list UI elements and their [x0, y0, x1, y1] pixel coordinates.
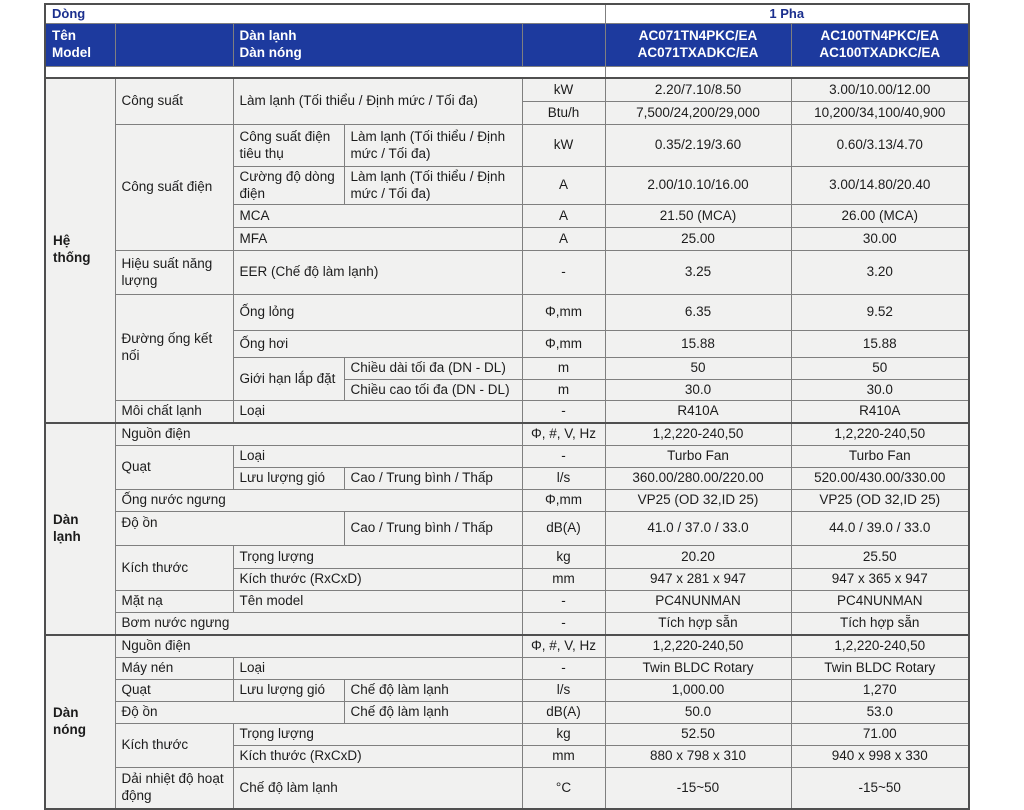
value-cell: Turbo Fan: [605, 446, 791, 468]
spacer-cell: [605, 67, 969, 78]
value-cell: 53.0: [791, 702, 969, 724]
value-cell: 0.60/3.13/4.70: [791, 125, 969, 167]
unit-cell: °C: [522, 768, 605, 809]
model-header-cell: Tên Model: [45, 24, 115, 67]
spec-label-cell: Đường ống kết nối: [115, 295, 233, 401]
spec-label-cell: Quạt: [115, 680, 233, 702]
value-cell: 15.88: [791, 331, 969, 358]
unit-cell: dB(A): [522, 702, 605, 724]
spec-label-cell: Độ ồn: [115, 512, 344, 546]
unit-cell: -: [522, 591, 605, 613]
value-cell: 50.0: [605, 702, 791, 724]
unit-cell: Φ, #, V, Hz: [522, 635, 605, 658]
spec-label-cell: Mặt nạ: [115, 591, 233, 613]
unit-cell: l/s: [522, 468, 605, 490]
value-cell: 880 x 798 x 310: [605, 746, 791, 768]
spec-label-cell: Hiệu suất năng lượng: [115, 251, 233, 295]
spec-label-cell: Chế độ làm lạnh: [233, 768, 522, 809]
spec-label-cell: Loại: [233, 658, 522, 680]
model-header-cell: [522, 24, 605, 67]
unit-cell: -: [522, 613, 605, 635]
value-cell: 30.0: [791, 380, 969, 401]
ac-spec-table: [44, 3, 970, 810]
unit-cell: Φ,mm: [522, 331, 605, 358]
value-cell: 25.00: [605, 228, 791, 251]
spec-table-body: [45, 4, 969, 809]
model-header-cell: [115, 24, 233, 67]
unit-cell: Btu/h: [522, 102, 605, 125]
spec-label-cell: Lưu lượng gió: [233, 468, 344, 490]
spec-label-cell: Trọng lượng: [233, 546, 522, 569]
spec-label-cell: Chiều cao tối đa (DN - DL): [344, 380, 522, 401]
value-cell: 41.0 / 37.0 / 33.0: [605, 512, 791, 546]
value-cell: 9.52: [791, 295, 969, 331]
value-cell: 947 x 365 x 947: [791, 569, 969, 591]
value-cell: R410A: [791, 401, 969, 423]
section-label-cell: Dàn lạnh: [45, 423, 115, 635]
spec-label-cell: Dải nhiệt độ hoạt động: [115, 768, 233, 809]
spec-label-cell: Chế độ làm lạnh: [344, 680, 522, 702]
unit-cell: -: [522, 251, 605, 295]
value-cell: 3.20: [791, 251, 969, 295]
unit-cell: mm: [522, 569, 605, 591]
value-cell: 1,000.00: [605, 680, 791, 702]
value-cell: 3.00/10.00/12.00: [791, 78, 969, 102]
spec-label-cell: MCA: [233, 205, 522, 228]
value-cell: 52.50: [605, 724, 791, 746]
value-cell: 26.00 (MCA): [791, 205, 969, 228]
unit-cell: kg: [522, 724, 605, 746]
value-cell: 20.20: [605, 546, 791, 569]
unit-cell: dB(A): [522, 512, 605, 546]
section-label-cell: Hệ thống: [45, 78, 115, 423]
series-row-label: Dòng: [45, 4, 605, 24]
section-label-cell: Dàn nóng: [45, 635, 115, 809]
value-cell: 1,2,220-240,50: [791, 635, 969, 658]
spec-label-cell: Kích thước (RxCxD): [233, 746, 522, 768]
model-header-cell: AC071TN4PKC/EA AC071TXADKC/EA: [605, 24, 791, 67]
value-cell: 360.00/280.00/220.00: [605, 468, 791, 490]
spec-label-cell: MFA: [233, 228, 522, 251]
spec-label-cell: Nguồn điện: [115, 423, 522, 446]
value-cell: -15~50: [605, 768, 791, 809]
value-cell: 44.0 / 39.0 / 33.0: [791, 512, 969, 546]
value-cell: 520.00/430.00/330.00: [791, 468, 969, 490]
unit-cell: -: [522, 401, 605, 423]
value-cell: 6.35: [605, 295, 791, 331]
value-cell: 0.35/2.19/3.60: [605, 125, 791, 167]
value-cell: R410A: [605, 401, 791, 423]
unit-cell: mm: [522, 746, 605, 768]
model-header-cell: Dàn lạnh Dàn nóng: [233, 24, 522, 67]
value-cell: Twin BLDC Rotary: [791, 658, 969, 680]
value-cell: PC4NUNMAN: [791, 591, 969, 613]
spec-label-cell: Công suất điện: [115, 125, 233, 251]
unit-cell: A: [522, 167, 605, 205]
spec-label-cell: Chiều dài tối đa (DN - DL): [344, 358, 522, 380]
unit-cell: kg: [522, 546, 605, 569]
value-cell: 2.20/7.10/8.50: [605, 78, 791, 102]
unit-cell: A: [522, 205, 605, 228]
value-cell: 10,200/34,100/40,900: [791, 102, 969, 125]
value-cell: 3.25: [605, 251, 791, 295]
spec-label-cell: Ống lỏng: [233, 295, 522, 331]
spec-label-cell: Độ ồn: [115, 702, 344, 724]
value-cell: 30.0: [605, 380, 791, 401]
value-cell: 2.00/10.10/16.00: [605, 167, 791, 205]
spec-label-cell: Cao / Trung bình / Thấp: [344, 512, 522, 546]
spec-label-cell: Quạt: [115, 446, 233, 490]
unit-cell: -: [522, 658, 605, 680]
value-cell: 1,2,220-240,50: [605, 635, 791, 658]
value-cell: 15.88: [605, 331, 791, 358]
value-cell: 50: [605, 358, 791, 380]
value-cell: 947 x 281 x 947: [605, 569, 791, 591]
spec-label-cell: Môi chất lạnh: [115, 401, 233, 423]
phase-header-cell: 1 Pha: [605, 4, 969, 24]
value-cell: 3.00/14.80/20.40: [791, 167, 969, 205]
unit-cell: m: [522, 380, 605, 401]
unit-cell: kW: [522, 125, 605, 167]
spec-label-cell: Nguồn điện: [115, 635, 522, 658]
value-cell: 25.50: [791, 546, 969, 569]
spec-label-cell: EER (Chế độ làm lạnh): [233, 251, 522, 295]
unit-cell: Φ, #, V, Hz: [522, 423, 605, 446]
value-cell: 1,270: [791, 680, 969, 702]
spec-label-cell: Tên model: [233, 591, 522, 613]
spec-label-cell: Kích thước: [115, 724, 233, 768]
spec-label-cell: Làm lạnh (Tối thiểu / Định mức / Tối đa): [233, 78, 522, 125]
spec-label-cell: Cường độ dòng điện: [233, 167, 344, 205]
value-cell: VP25 (OD 32,ID 25): [605, 490, 791, 512]
value-cell: 1,2,220-240,50: [791, 423, 969, 446]
value-cell: 7,500/24,200/29,000: [605, 102, 791, 125]
value-cell: Twin BLDC Rotary: [605, 658, 791, 680]
spec-label-cell: Làm lạnh (Tối thiểu / Định mức / Tối đa): [344, 125, 522, 167]
spec-label-cell: Công suất: [115, 78, 233, 125]
value-cell: 30.00: [791, 228, 969, 251]
unit-cell: kW: [522, 78, 605, 102]
value-cell: Tích hợp sẵn: [605, 613, 791, 635]
spec-label-cell: Bơm nước ngưng: [115, 613, 522, 635]
spec-label-cell: Cao / Trung bình / Thấp: [344, 468, 522, 490]
spec-label-cell: Kích thước: [115, 546, 233, 591]
value-cell: 21.50 (MCA): [605, 205, 791, 228]
value-cell: 1,2,220-240,50: [605, 423, 791, 446]
spacer-cell: [45, 67, 605, 78]
spec-label-cell: Chế độ làm lạnh: [344, 702, 522, 724]
spec-label-cell: Ống hơi: [233, 331, 522, 358]
value-cell: 940 x 998 x 330: [791, 746, 969, 768]
value-cell: VP25 (OD 32,ID 25): [791, 490, 969, 512]
spec-label-cell: Làm lạnh (Tối thiểu / Định mức / Tối đa): [344, 167, 522, 205]
unit-cell: A: [522, 228, 605, 251]
value-cell: 71.00: [791, 724, 969, 746]
value-cell: -15~50: [791, 768, 969, 809]
spec-label-cell: Công suất điện tiêu thụ: [233, 125, 344, 167]
value-cell: PC4NUNMAN: [605, 591, 791, 613]
unit-cell: -: [522, 446, 605, 468]
spec-label-cell: Ống nước ngưng: [115, 490, 522, 512]
spec-label-cell: Loại: [233, 446, 522, 468]
spec-label-cell: Loại: [233, 401, 522, 423]
spec-label-cell: Kích thước (RxCxD): [233, 569, 522, 591]
spec-label-cell: Máy nén: [115, 658, 233, 680]
value-cell: Tích hợp sẵn: [791, 613, 969, 635]
spec-label-cell: Trọng lượng: [233, 724, 522, 746]
unit-cell: Φ,mm: [522, 295, 605, 331]
unit-cell: m: [522, 358, 605, 380]
value-cell: 50: [791, 358, 969, 380]
model-header-cell: AC100TN4PKC/EA AC100TXADKC/EA: [791, 24, 969, 67]
unit-cell: Φ,mm: [522, 490, 605, 512]
spec-label-cell: Lưu lượng gió: [233, 680, 344, 702]
spec-label-cell: Giới hạn lắp đặt: [233, 358, 344, 401]
value-cell: Turbo Fan: [791, 446, 969, 468]
unit-cell: l/s: [522, 680, 605, 702]
